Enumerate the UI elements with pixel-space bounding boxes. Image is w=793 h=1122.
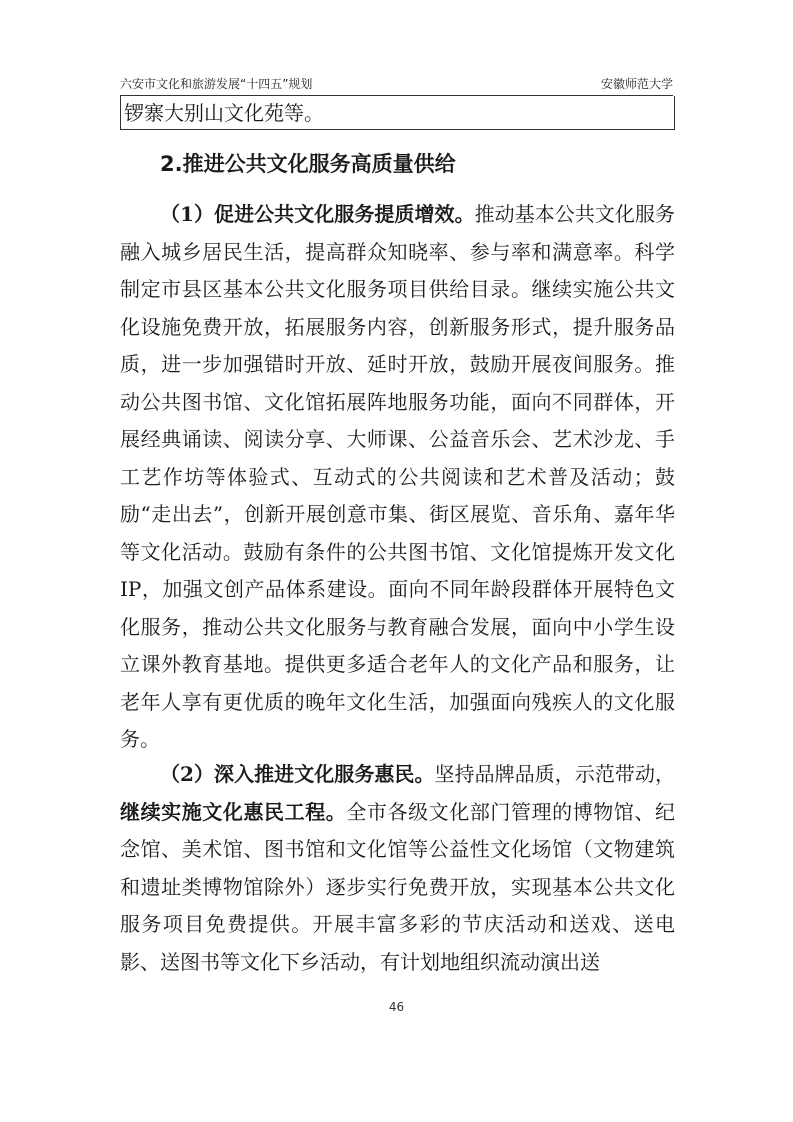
paragraph-2-bold-phrase: 继续实施文化惠民工程。 [120,799,347,824]
paragraph-1 [120,196,675,759]
continued-text-box: 锣寨大别山文化苑等。 [120,96,675,130]
section-title: 2.推进公共文化服务高质量供给 [160,152,456,176]
header-document-title: 六安市文化和旅游发展“十四五”规划 [120,77,313,91]
paragraph-1-body: 推动基本公共文化服务融入城乡居民生活，提高群众知晓率、参与率和满意率。科学制定市县区基本公共文化服务项目供给目录。继续实施公共文化设施免费开放，拓展服务内容，创新服务形式，提升服务品质，进一步加强错时开放、延时开放，鼓励开展夜间服务。推动公共图书馆、文化馆拓展阵地服务功能，面向不同群体，开展经典诵读、阅读分享、大师课、公益音乐会、艺术沙龙、手工艺作坊等体验式、互动式的公共阅读和艺术普及活动；鼓励“走出去”，创新开展创意市集、街区展览、音乐角、嘉年华等文化活动。鼓励有条件的公共图书馆、文化馆提炼开发文化 IP，加强文创产品体系建设。面向不同年龄段群体开展特色文化服务，推动公共文化服务与教育融合发展，面向中小学生设立课外教育基地。提供更多适合老年人的文化产品和服务，让老年人享有更优质的晚年文化生活，加强面向残疾人的文化服务。 [120,202,675,751]
paragraph-2-body-part2: 全市各级文化部门管理的博物馆、纪念馆、美术馆、图书馆和文化馆等公益性文化场馆（文物建筑和遗址类博物馆除外）逐步实行免费开放，实现基本公共文化服务项目免费提供。开展丰富多彩的节庆活动和送戏、送电影、送图书等文化下乡活动，有计划地组织流动演出送 [120,799,676,974]
paragraph-2-heading: （2）深入推进文化服务惠民。 [160,762,435,786]
header-institution: 安徽师范大学 [600,77,673,91]
paragraph-1-heading: （1）促进公共文化服务提质增效。 [160,202,475,226]
paragraph-2 [120,756,675,981]
page-number: 46 [388,1000,405,1014]
paragraph-2-body-part1: 坚持品牌品质，示范带动， [434,762,676,786]
running-header [120,75,673,93]
